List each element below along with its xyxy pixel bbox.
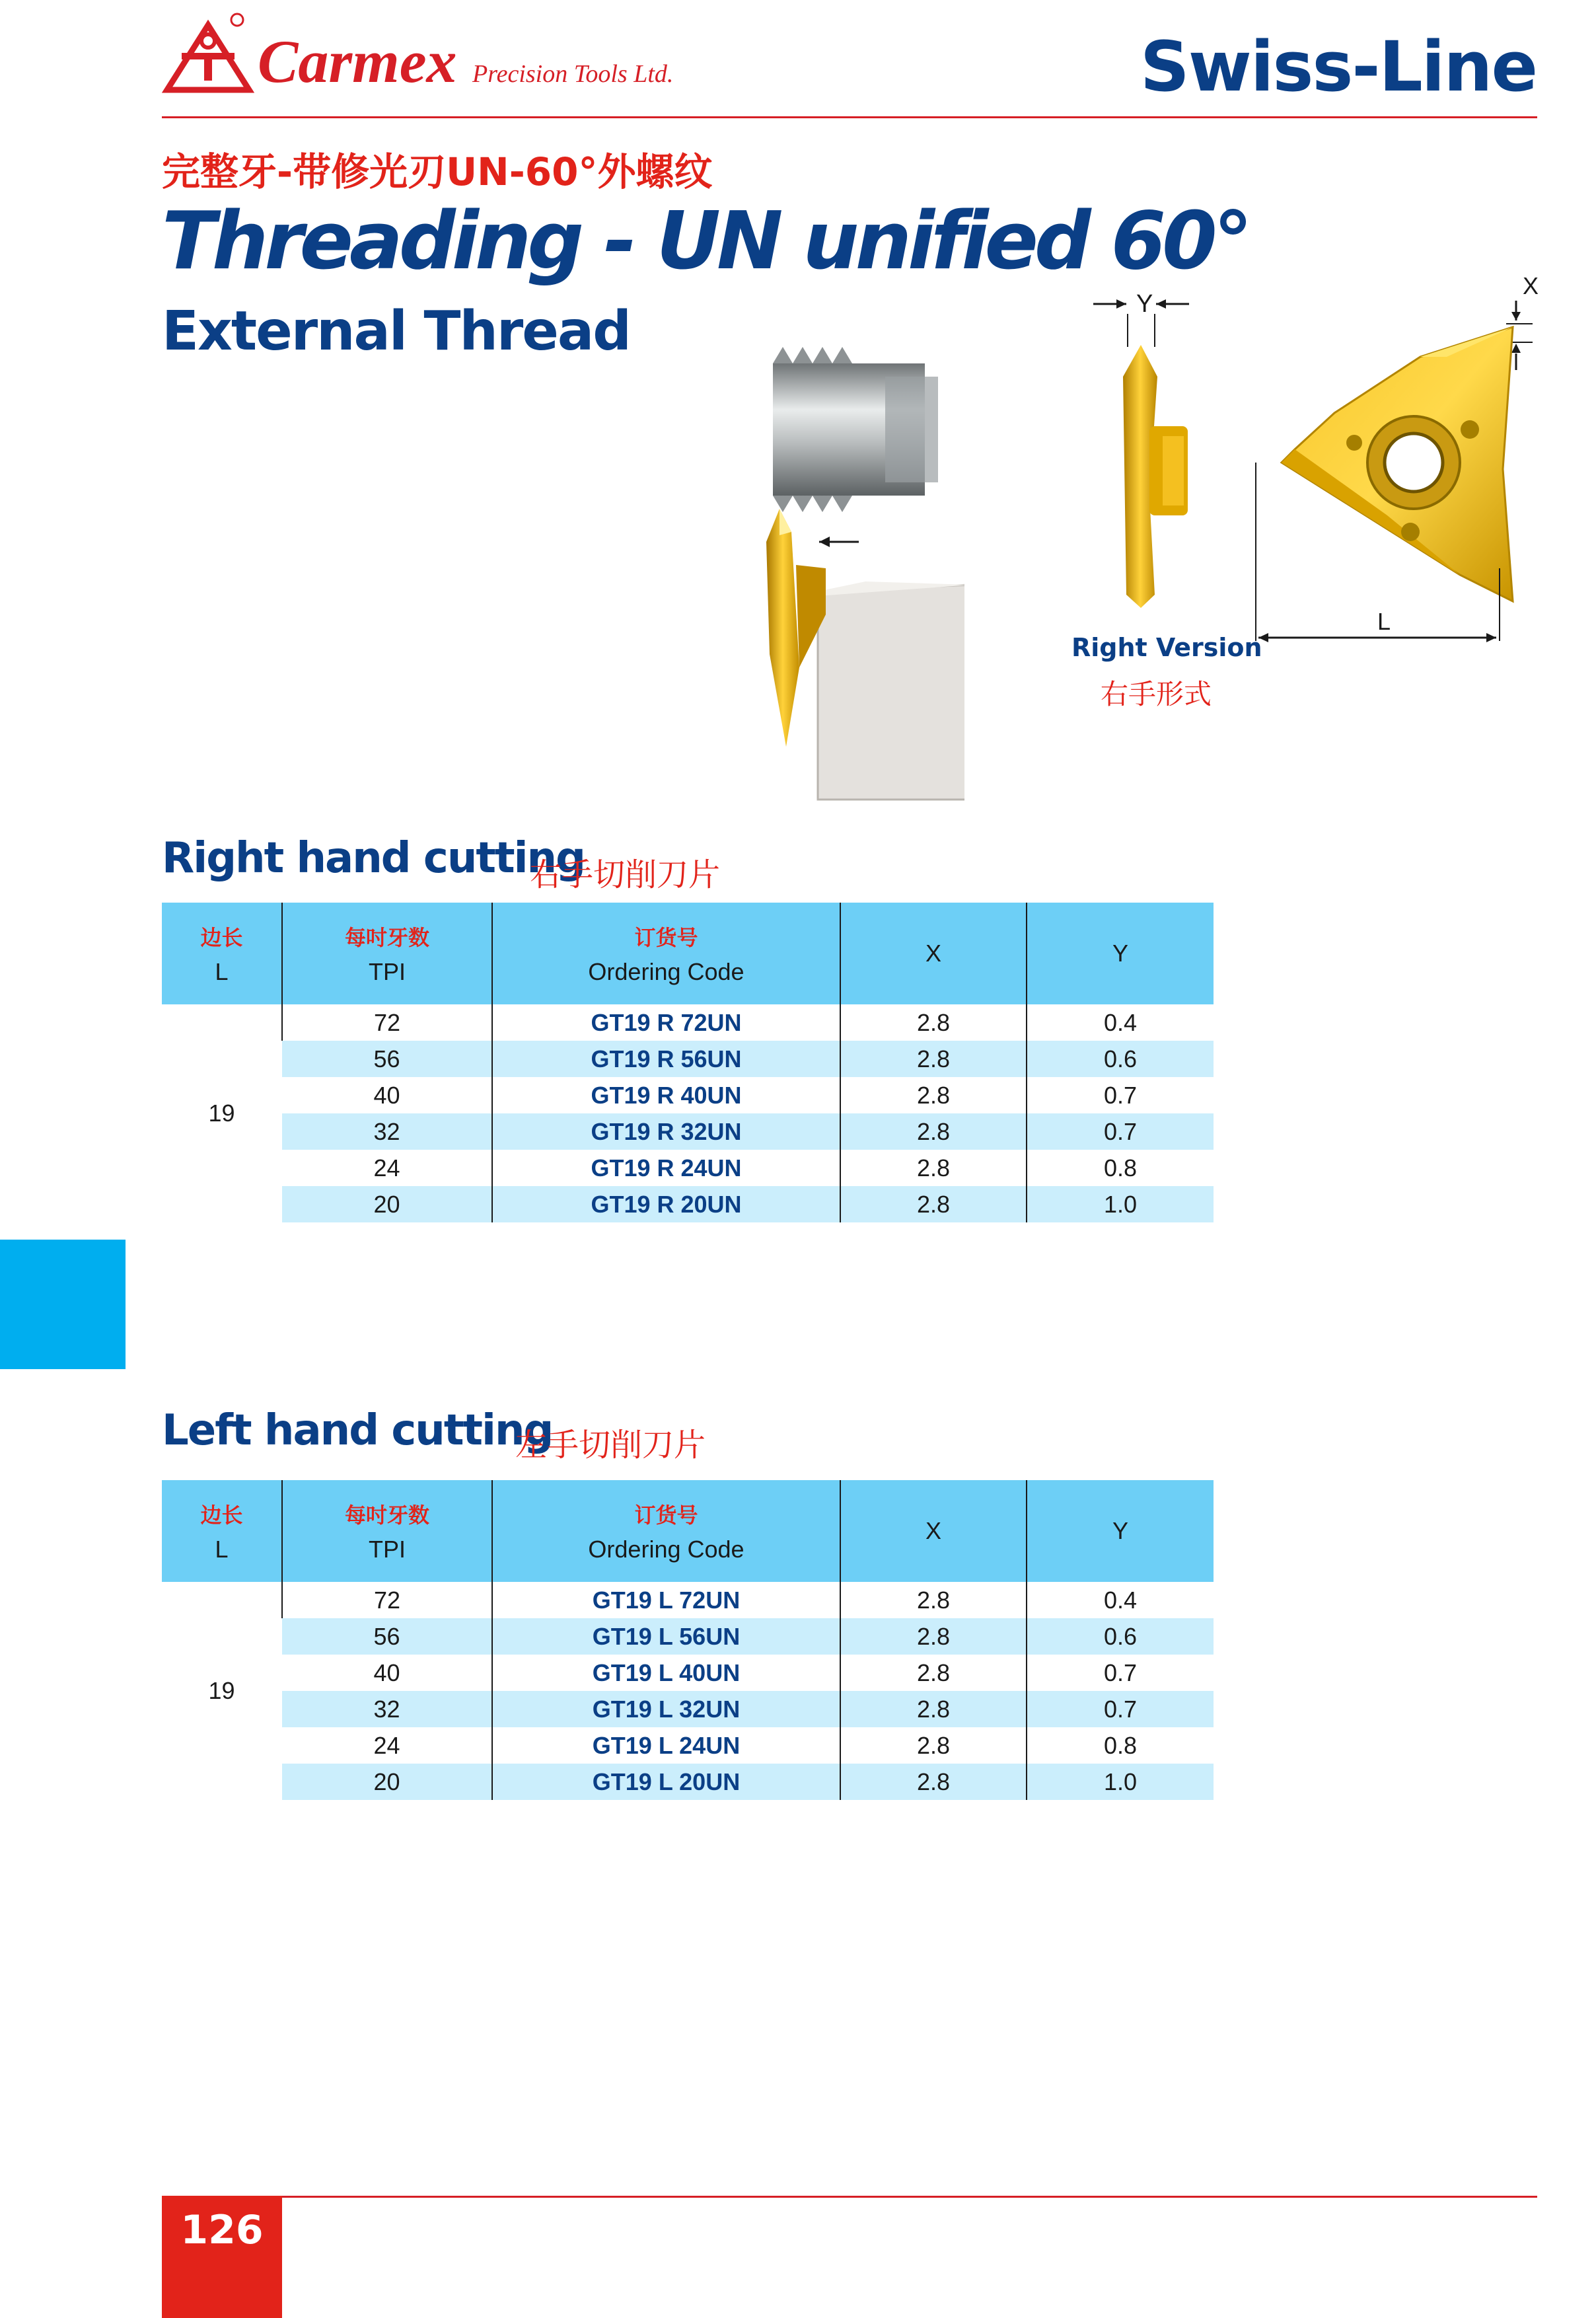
tpi-value: 32: [282, 1113, 492, 1150]
table-row: [162, 1004, 1214, 1041]
table-row: [162, 1150, 1214, 1186]
table-header-row: [162, 903, 1214, 1004]
table-row: [162, 1041, 1214, 1077]
tpi-value: 24: [373, 1154, 400, 1181]
ordering-code: GT19 R 20UN: [492, 1186, 840, 1222]
tpi-value: 20: [282, 1186, 492, 1222]
title-chinese: 完整牙-带修光刃UN-60°外螺纹: [162, 149, 713, 194]
ordering-code: GT19 R 56UN: [492, 1041, 840, 1077]
x-value: 2.8: [840, 1582, 1027, 1618]
tpi-value: 20: [282, 1764, 492, 1800]
right-hand-table: [162, 903, 1214, 1222]
right-hand-section-title: Right hand cutting: [162, 834, 585, 883]
section-side-tab: [0, 1240, 126, 1369]
ordering-code: GT19 L 20UN: [492, 1764, 840, 1800]
y-value: 0.8: [1027, 1150, 1214, 1186]
brand-tagline: Precision Tools Ltd.: [472, 60, 674, 88]
column-header-tpi: 每吋牙数 TPI: [282, 1480, 492, 1582]
dimension-l-label: L: [1377, 608, 1391, 635]
insert-side-view: [1083, 284, 1202, 615]
l-value: 19: [162, 1004, 282, 1222]
ordering-code: GT19 R 32UN: [492, 1113, 840, 1150]
page-number: 126: [180, 2207, 264, 2253]
column-header-x: X: [840, 903, 1027, 1004]
column-header-l: 边长 L: [162, 1480, 282, 1582]
column-header-ordering-code: 订货号 Ordering Code: [492, 1480, 840, 1582]
tpi-value: 72: [282, 1004, 492, 1041]
tpi-value: 72: [282, 1582, 492, 1618]
right-hand-section-title-chinese: 右手切削刀片: [530, 856, 721, 893]
y-value: 0.7: [1027, 1691, 1214, 1727]
ordering-code: GT19 L 72UN: [492, 1582, 840, 1618]
insert-top-view: [1255, 264, 1546, 648]
x-value: 2.8: [840, 1655, 1027, 1691]
tpi-value: 56: [282, 1618, 492, 1655]
x-value: 2.8: [840, 1041, 1027, 1077]
y-value: 0.4: [1027, 1582, 1214, 1618]
carmex-logo: [162, 12, 674, 104]
column-header-l: 边长 L: [162, 903, 282, 1004]
ordering-code: GT19 L 24UN: [492, 1727, 840, 1764]
dimension-y-label: Y: [1136, 290, 1153, 318]
brand-name: Carmex: [258, 28, 457, 95]
ordering-code: GT19 L 40UN: [492, 1655, 840, 1691]
version-label-chinese: 右手形式: [1101, 678, 1212, 710]
dimension-x-label: X: [1523, 272, 1539, 299]
tpi-value: 56: [282, 1041, 492, 1077]
column-header-y: Y: [1027, 903, 1214, 1004]
table-row: [162, 1655, 1214, 1691]
table-row: [162, 1727, 1214, 1764]
y-value: 0.7: [1027, 1113, 1214, 1150]
y-value: 0.7: [1027, 1077, 1214, 1113]
ordering-code: GT19 L 56UN: [492, 1618, 840, 1655]
tpi-value: 24: [373, 1731, 400, 1759]
header-divider: [162, 116, 1537, 118]
left-hand-section-title: Left hand cutting: [162, 1406, 553, 1455]
table-row: [162, 1077, 1214, 1113]
y-value: 0.6: [1027, 1041, 1214, 1077]
column-header-tpi: 每吋牙数 TPI: [282, 903, 492, 1004]
tpi-value: 40: [373, 1659, 400, 1686]
x-value: 2.8: [840, 1618, 1027, 1655]
x-value: 2.8: [840, 1691, 1027, 1727]
table-header-row: [162, 1480, 1214, 1582]
series-title: Swiss-Line: [1140, 26, 1537, 107]
left-hand-section-title-chinese: 左手切削刀片: [515, 1427, 706, 1464]
x-value: 2.8: [840, 1004, 1027, 1041]
table-row: [162, 1691, 1214, 1727]
y-value: 0.7: [1027, 1655, 1214, 1691]
version-label: Right Version: [1071, 633, 1262, 662]
left-hand-table: [162, 1480, 1214, 1800]
l-value: 19: [162, 1582, 282, 1800]
column-header-y: Y: [1027, 1480, 1214, 1582]
x-value: 2.8: [840, 1186, 1027, 1222]
page-subtitle: External Thread: [162, 300, 630, 363]
x-value: 2.8: [840, 1150, 1027, 1186]
carmex-triangle-icon: [162, 12, 254, 104]
footer-divider: [162, 2196, 1537, 2198]
tpi-value: 40: [373, 1081, 400, 1109]
table-row: [162, 1764, 1214, 1800]
x-value: 2.8: [840, 1113, 1027, 1150]
ordering-code: GT19 R 72UN: [492, 1004, 840, 1041]
y-value: 0.8: [1027, 1727, 1214, 1764]
table-row: [162, 1113, 1214, 1150]
column-header-ordering-code: 订货号 Ordering Code: [492, 903, 840, 1004]
ordering-code: GT19 R 24UN: [492, 1150, 840, 1186]
y-value: 1.0: [1027, 1764, 1214, 1800]
y-value: 0.6: [1027, 1618, 1214, 1655]
page-title: Threading - UN unified 60°: [162, 196, 1249, 287]
table-row: [162, 1186, 1214, 1222]
table-row: [162, 1582, 1214, 1618]
x-value: 2.8: [840, 1077, 1027, 1113]
ordering-code: GT19 R 40UN: [492, 1077, 840, 1113]
x-value: 2.8: [840, 1727, 1027, 1764]
y-value: 1.0: [1027, 1186, 1214, 1222]
threading-operation-illustration: [753, 337, 964, 806]
table-row: [162, 1618, 1214, 1655]
tpi-value: 32: [282, 1691, 492, 1727]
x-value: 2.8: [840, 1764, 1027, 1800]
y-value: 0.4: [1027, 1004, 1214, 1041]
ordering-code: GT19 L 32UN: [492, 1691, 840, 1727]
column-header-x: X: [840, 1480, 1027, 1582]
